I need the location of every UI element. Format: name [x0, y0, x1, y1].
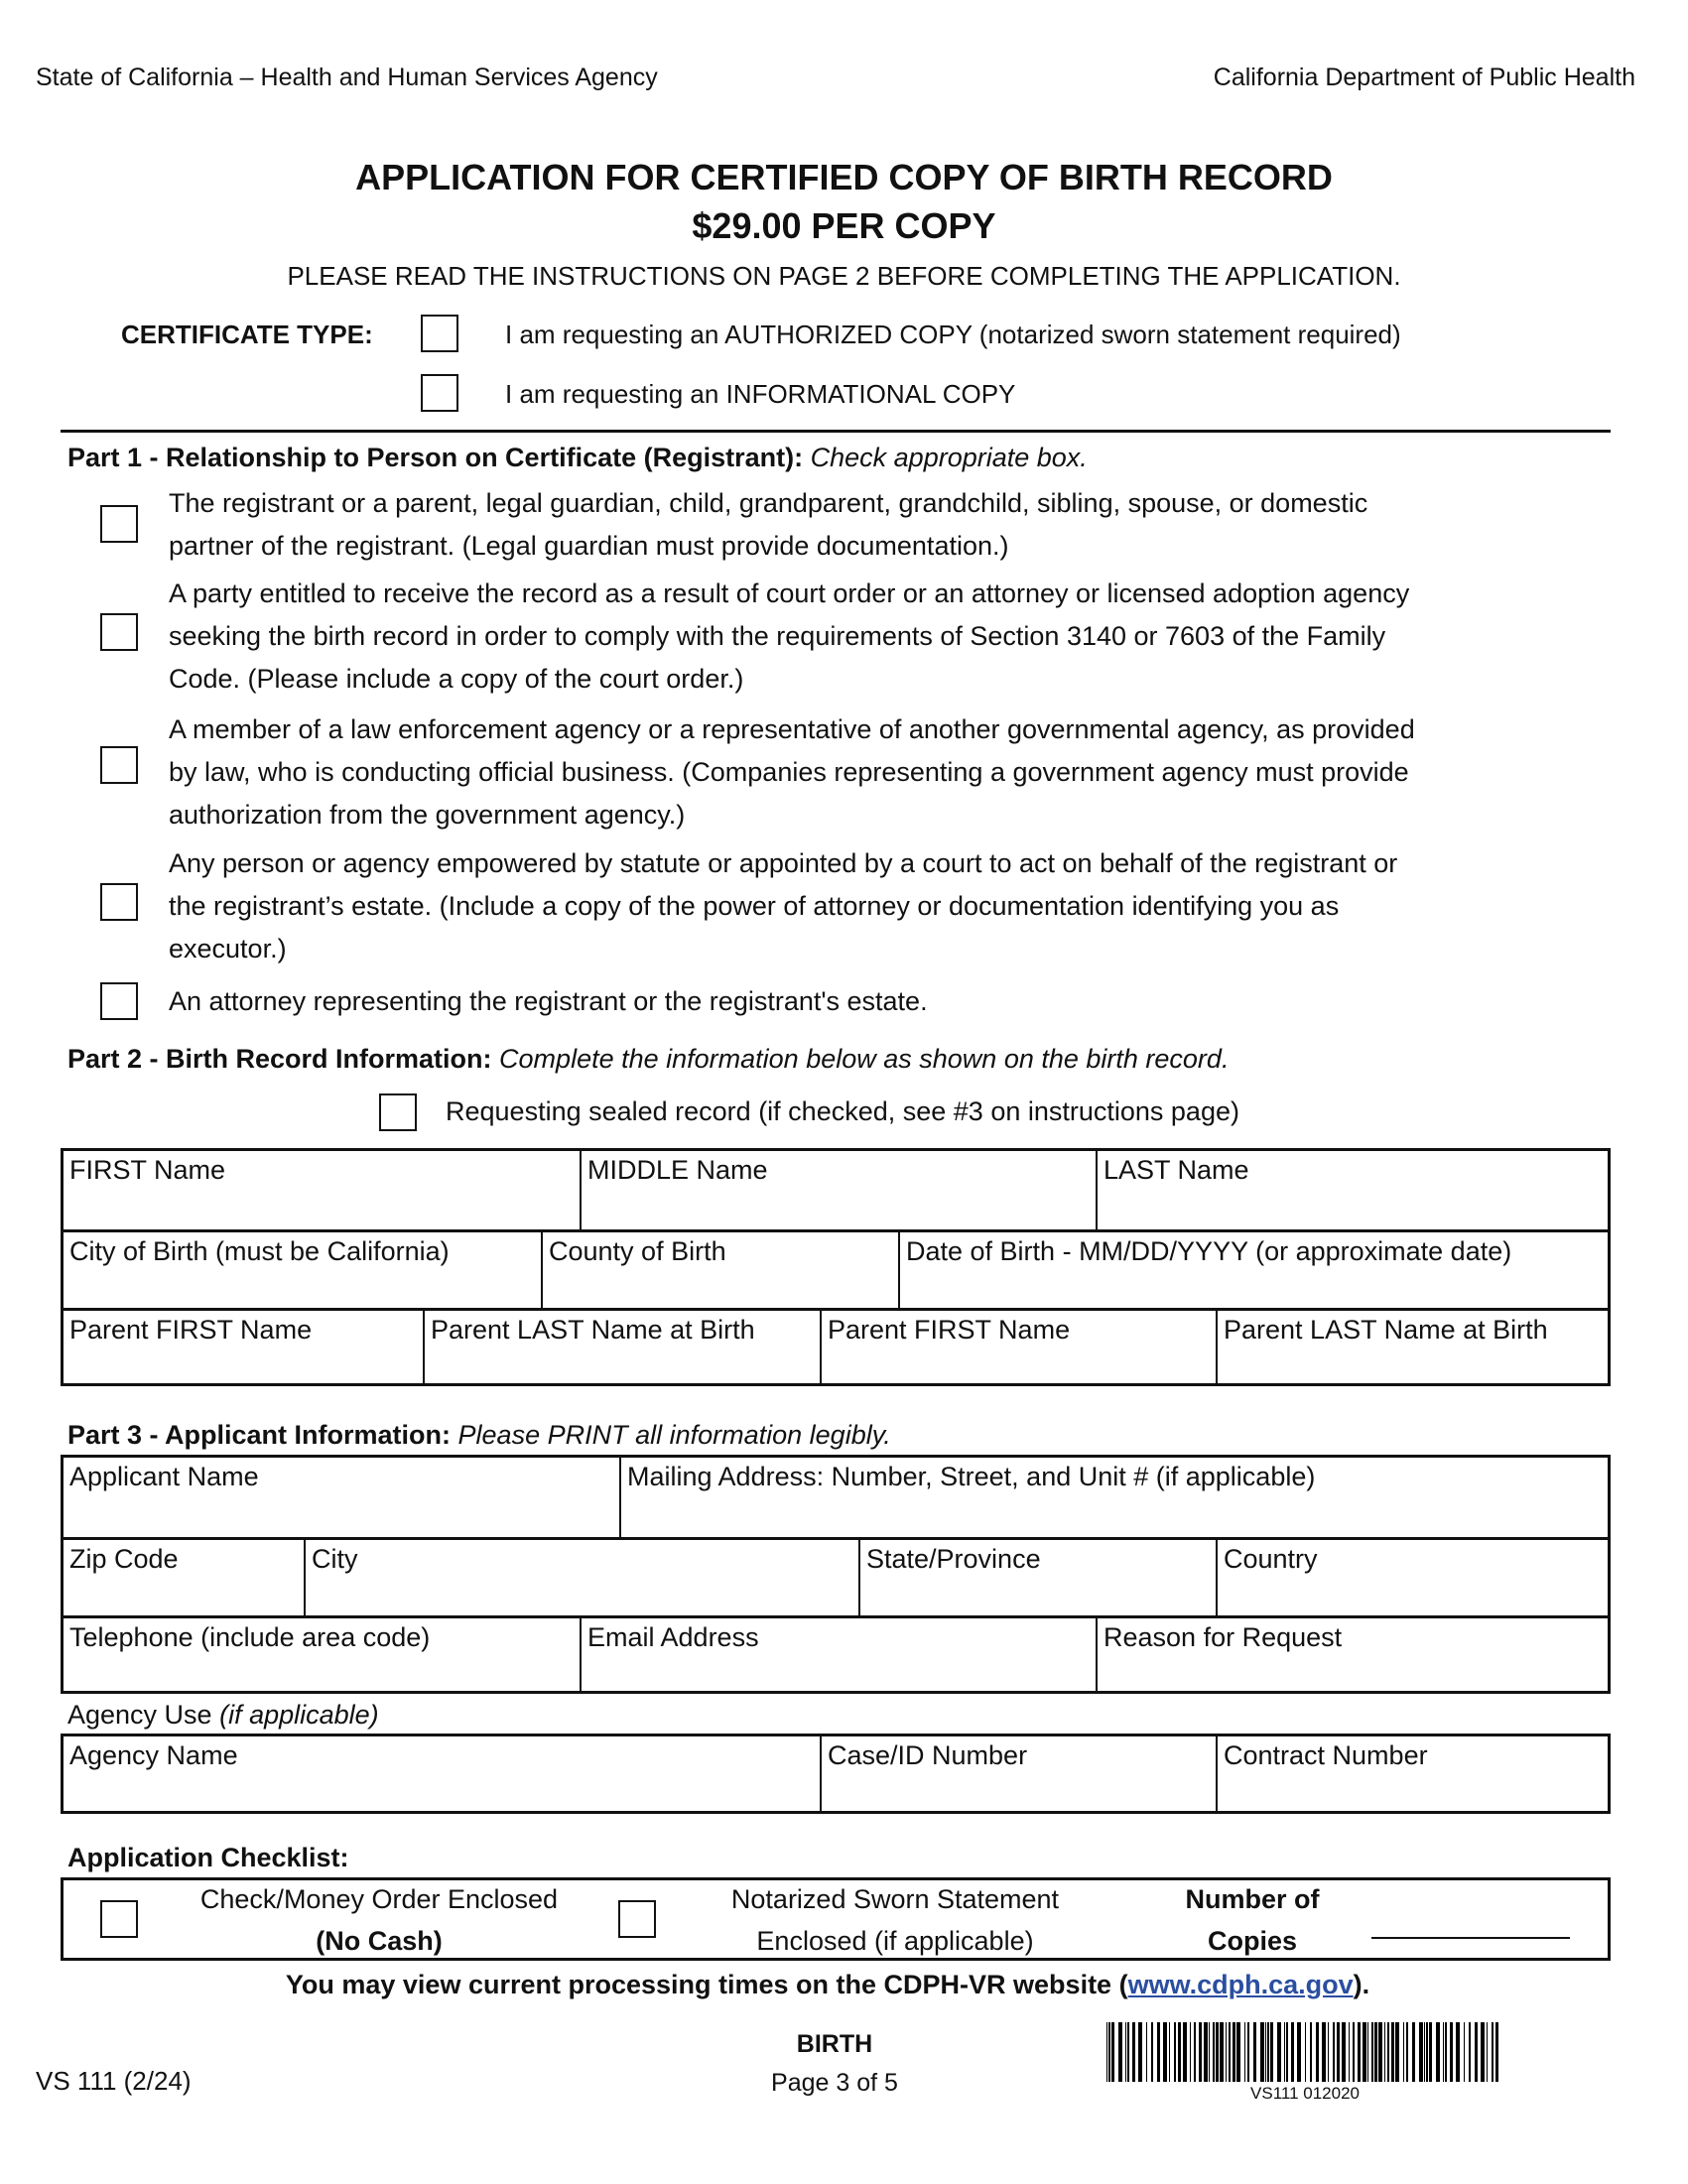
price-per-copy: $29.00 PER COPY: [692, 205, 996, 246]
barcode-bar: [1378, 2022, 1382, 2082]
barcode-bar: [1387, 2022, 1389, 2082]
relationship-law-enforcement-checkbox[interactable]: [100, 746, 138, 784]
relationship-empowered-line: the registrant’s estate. (Include a copy of the power of attorney or documentation identifying you as: [169, 891, 1340, 921]
relationship-registrant-checkbox[interactable]: [100, 505, 138, 543]
barcode-bar: [1111, 2022, 1114, 2082]
table-row: [64, 1229, 1608, 1311]
note-text: You may view current processing times on the CDPH-VR website (: [285, 1970, 1128, 1999]
table-row: [64, 1458, 1608, 1537]
barcode-bar: [1349, 2022, 1350, 2082]
barcode-bar: [1226, 2022, 1227, 2082]
notarized-statement-label: Notarized Sworn Statement: [730, 1884, 1060, 1914]
processing-times-note: [0, 1970, 1655, 2000]
barcode-bar: [1229, 2022, 1231, 2082]
zip-code-field[interactable]: Zip Code: [69, 1544, 179, 1574]
state-province-field[interactable]: State/Province: [858, 1540, 1216, 1618]
barcode-bar: [1412, 2022, 1415, 2082]
barcode-bar: [1406, 2022, 1408, 2082]
barcode-bar: [1424, 2022, 1425, 2082]
country-field[interactable]: Country: [1216, 1540, 1608, 1618]
barcode-bar: [1244, 2022, 1245, 2082]
barcode-bar: [1426, 2022, 1428, 2082]
barcode-bar: [1108, 2022, 1110, 2082]
barcode-bar: [1436, 2022, 1440, 2082]
barcode-bar: [1469, 2022, 1471, 2082]
barcode-bar: [1146, 2022, 1147, 2082]
relationship-law-enforcement-line: authorization from the government agency.): [169, 800, 686, 830]
parent1-last-name-field[interactable]: Parent LAST Name at Birth: [423, 1311, 820, 1383]
barcode-bar: [1333, 2022, 1335, 2082]
barcode-bar: [1190, 2022, 1191, 2082]
barcode-bar: [1220, 2022, 1224, 2082]
agency-use-title: Agency Use: [67, 1700, 212, 1730]
barcode-bar: [1163, 2022, 1167, 2082]
barcode-bar: [1106, 2022, 1107, 2082]
barcode-bar: [1213, 2022, 1215, 2082]
barcode-bar: [1419, 2022, 1423, 2082]
relationship-empowered-line: executor.): [169, 934, 287, 964]
relationship-court-order-line: seeking the birth record in order to comply with the requirements of Section 3140 or 7603 of the Family: [169, 621, 1386, 651]
barcode-bar: [1118, 2022, 1122, 2082]
part3-title: Part 3 - Applicant Information:: [67, 1420, 452, 1450]
barcode-bar: [1328, 2022, 1329, 2082]
relationship-registrant-line: The registrant or a parent, legal guardian, child, grandparent, grandchild, sibling, spouse, or domestic: [169, 488, 1368, 518]
part2-hint: Complete the information below as shown on the birth record.: [499, 1044, 1230, 1074]
barcode-bar: [1450, 2022, 1453, 2082]
city-of-birth-field[interactable]: City of Birth (must be California): [69, 1236, 450, 1266]
barcode-bar: [1492, 2022, 1493, 2082]
department-header: California Department of Public Health: [1213, 64, 1635, 91]
checklist-heading: Application Checklist:: [67, 1843, 349, 1872]
last-name-field[interactable]: LAST Name: [1096, 1151, 1608, 1229]
birth-record-table: [61, 1148, 1611, 1386]
barcode-bar: [1209, 2022, 1210, 2082]
barcode-bar: [1310, 2022, 1312, 2082]
barcode-bar: [1322, 2022, 1326, 2082]
part3-hint: Please PRINT all information legibly.: [457, 1420, 891, 1450]
barcode-bar: [1363, 2022, 1366, 2082]
cdph-website-link[interactable]: www.cdph.ca.gov: [1127, 1970, 1354, 1999]
barcode-bar: [1358, 2022, 1361, 2082]
agency-use-label: [67, 1700, 379, 1731]
number-of-copies-label: Number of: [1185, 1884, 1320, 1914]
table-row: [64, 1736, 1608, 1811]
city-field[interactable]: City: [304, 1540, 858, 1618]
barcode-bar: [1267, 2022, 1269, 2082]
no-cash-label: (No Cash): [316, 1926, 443, 1956]
middle-name-field[interactable]: MIDDLE Name: [580, 1151, 1096, 1229]
table-row: [64, 1537, 1608, 1618]
part1-hint: Check appropriate box.: [810, 443, 1088, 472]
barcode-bar: [1403, 2022, 1404, 2082]
part2-title: Part 2 - Birth Record Information:: [67, 1044, 492, 1074]
part1-heading: [67, 443, 1088, 473]
barcode-bar: [1445, 2022, 1447, 2082]
relationship-attorney-checkbox[interactable]: [100, 982, 138, 1020]
barcode-bar: [1260, 2022, 1264, 2082]
contract-number-field[interactable]: Contract Number: [1216, 1736, 1608, 1811]
barcode-bar: [1265, 2022, 1266, 2082]
barcode-bar: [1194, 2022, 1196, 2082]
authorized-copy-label: I am requesting an AUTHORIZED COPY (notarized sworn statement required): [505, 320, 1401, 349]
county-of-birth-field[interactable]: County of Birth: [541, 1232, 898, 1311]
email-field[interactable]: Email Address: [580, 1618, 1096, 1691]
barcode-bar: [1481, 2022, 1485, 2082]
relationship-court-order-line: A party entitled to receive the record as a result of court order or an attorney or licensed adoption agency: [169, 578, 1410, 608]
barcode-bar: [1132, 2022, 1135, 2082]
relationship-empowered-checkbox[interactable]: [100, 883, 138, 921]
relationship-court-order-line: Code. (Please include a copy of the court order.): [169, 664, 744, 694]
barcode-bar: [1270, 2022, 1273, 2082]
applicant-table: [61, 1455, 1611, 1694]
barcode-bar: [1297, 2022, 1301, 2082]
case-id-field[interactable]: Case/ID Number: [820, 1736, 1216, 1811]
parent2-last-name-field[interactable]: Parent LAST Name at Birth: [1216, 1311, 1608, 1383]
authorized-copy-checkbox[interactable]: [421, 315, 458, 352]
barcode-bar: [1291, 2022, 1294, 2082]
barcode-bar: [1169, 2022, 1170, 2082]
instructions-note: PLEASE READ THE INSTRUCTIONS ON PAGE 2 BEFORE COMPLETING THE APPLICATION.: [287, 261, 1401, 291]
barcode-bar: [1367, 2022, 1368, 2082]
barcode-bar: [1204, 2022, 1208, 2082]
table-row: [64, 1615, 1608, 1691]
barcode-bar: [1495, 2022, 1498, 2082]
part1-title: Part 1 - Relationship to Person on Certificate (Registrant):: [67, 443, 804, 472]
informational-copy-label: I am requesting an INFORMATIONAL COPY: [505, 379, 1016, 409]
barcode-bar: [1284, 2022, 1285, 2082]
barcode-bar: [1443, 2022, 1444, 2082]
agency-name-field[interactable]: Agency Name: [69, 1740, 238, 1770]
barcode-bar: [1475, 2022, 1478, 2082]
section-label: BIRTH: [796, 2030, 873, 2058]
barcode-bar: [1395, 2022, 1399, 2082]
reason-for-request-field[interactable]: Reason for Request: [1096, 1618, 1608, 1691]
barcode-label: VS111 012020: [1250, 2084, 1360, 2103]
barcode-bar: [1384, 2022, 1385, 2082]
barcode-bar: [1236, 2022, 1240, 2082]
form-number: VS 111 (2/24): [36, 2066, 192, 2096]
barcode-bar: [1199, 2022, 1202, 2082]
barcode-bar: [1151, 2022, 1153, 2082]
barcode-bar: [1456, 2022, 1460, 2082]
relationship-empowered-line: Any person or agency empowered by statute or appointed by a court to act on behalf of the registrant or: [169, 848, 1398, 878]
barcode-bar: [1337, 2022, 1340, 2082]
page-number: Page 3 of 5: [771, 2069, 898, 2097]
part2-heading: [67, 1044, 1229, 1075]
number-of-copies-label-2: Copies: [1207, 1926, 1298, 1956]
barcode-bar: [1286, 2022, 1288, 2082]
agency-header: State of California – Health and Human Services Agency: [36, 64, 658, 91]
barcode-bar: [1371, 2022, 1373, 2082]
barcode-bar: [1174, 2022, 1176, 2082]
barcode-bar: [1138, 2022, 1142, 2082]
barcode-bar: [1183, 2022, 1187, 2082]
barcode-bar: [1253, 2022, 1256, 2082]
mailing-address-field[interactable]: Mailing Address: Number, Street, and Unit # (if applicable): [619, 1458, 1608, 1537]
relationship-law-enforcement-line: by law, who is conducting official business. (Companies representing a government agency must provide: [169, 757, 1409, 787]
informational-copy-checkbox[interactable]: [421, 374, 458, 412]
barcode-bar: [1464, 2022, 1465, 2082]
parent1-first-name-field[interactable]: Parent FIRST Name: [69, 1315, 313, 1345]
agency-table: [61, 1734, 1611, 1814]
relationship-registrant-line: partner of the registrant. (Legal guardian must provide documentation.): [169, 531, 1009, 561]
barcode-bar: [1487, 2022, 1488, 2082]
notarized-statement-checkbox[interactable]: [618, 1900, 656, 1938]
barcode-bar: [1342, 2022, 1346, 2082]
divider: [61, 430, 1611, 433]
barcode-bar: [1429, 2022, 1432, 2082]
barcode-bar: [1127, 2022, 1129, 2082]
barcode-bar: [1305, 2022, 1306, 2082]
barcode-bar: [1374, 2022, 1377, 2082]
relationship-law-enforcement-line: A member of a law enforcement agency or a representative of another governmental agency, as provided: [169, 714, 1415, 744]
relationship-attorney-line: An attorney representing the registrant or the registrant's estate.: [169, 986, 928, 1016]
table-row: [64, 1151, 1608, 1229]
certificate-type-label: CERTIFICATE TYPE:: [121, 320, 373, 349]
barcode: [1106, 2022, 1503, 2082]
first-name-field[interactable]: FIRST Name: [69, 1155, 226, 1185]
note-end: ).: [1353, 1970, 1370, 1999]
telephone-field[interactable]: Telephone (include area code): [69, 1622, 431, 1652]
barcode-bar: [1277, 2022, 1281, 2082]
sealed-record-checkbox[interactable]: [379, 1093, 417, 1131]
number-of-copies-input[interactable]: [1371, 1937, 1570, 1939]
table-row: [64, 1308, 1608, 1383]
barcode-bar: [1216, 2022, 1219, 2082]
barcode-bar: [1391, 2022, 1394, 2082]
barcode-bar: [1157, 2022, 1160, 2082]
check-enclosed-checkbox[interactable]: [100, 1900, 138, 1938]
barcode-bar: [1233, 2022, 1235, 2082]
relationship-court-order-checkbox[interactable]: [100, 613, 138, 651]
check-enclosed-label: Check/Money Order Enclosed: [199, 1884, 559, 1914]
barcode-bar: [1316, 2022, 1319, 2082]
sealed-record-label: Requesting sealed record (if checked, see #3 on instructions page): [446, 1096, 1239, 1126]
barcode-bar: [1125, 2022, 1126, 2082]
form-title: APPLICATION FOR CERTIFIED COPY OF BIRTH RECORD: [355, 157, 1333, 197]
barcode-bar: [1247, 2022, 1249, 2082]
parent2-first-name-field[interactable]: Parent FIRST Name: [820, 1311, 1216, 1383]
date-of-birth-field[interactable]: Date of Birth - MM/DD/YYYY (or approximate date): [898, 1232, 1608, 1311]
part3-heading: [67, 1420, 891, 1451]
barcode-bar: [1353, 2022, 1355, 2082]
applicant-name-field[interactable]: Applicant Name: [69, 1462, 259, 1491]
barcode-bar: [1178, 2022, 1181, 2082]
notarized-statement-label-2: Enclosed (if applicable): [756, 1926, 1034, 1956]
agency-use-hint: (if applicable): [219, 1700, 379, 1730]
